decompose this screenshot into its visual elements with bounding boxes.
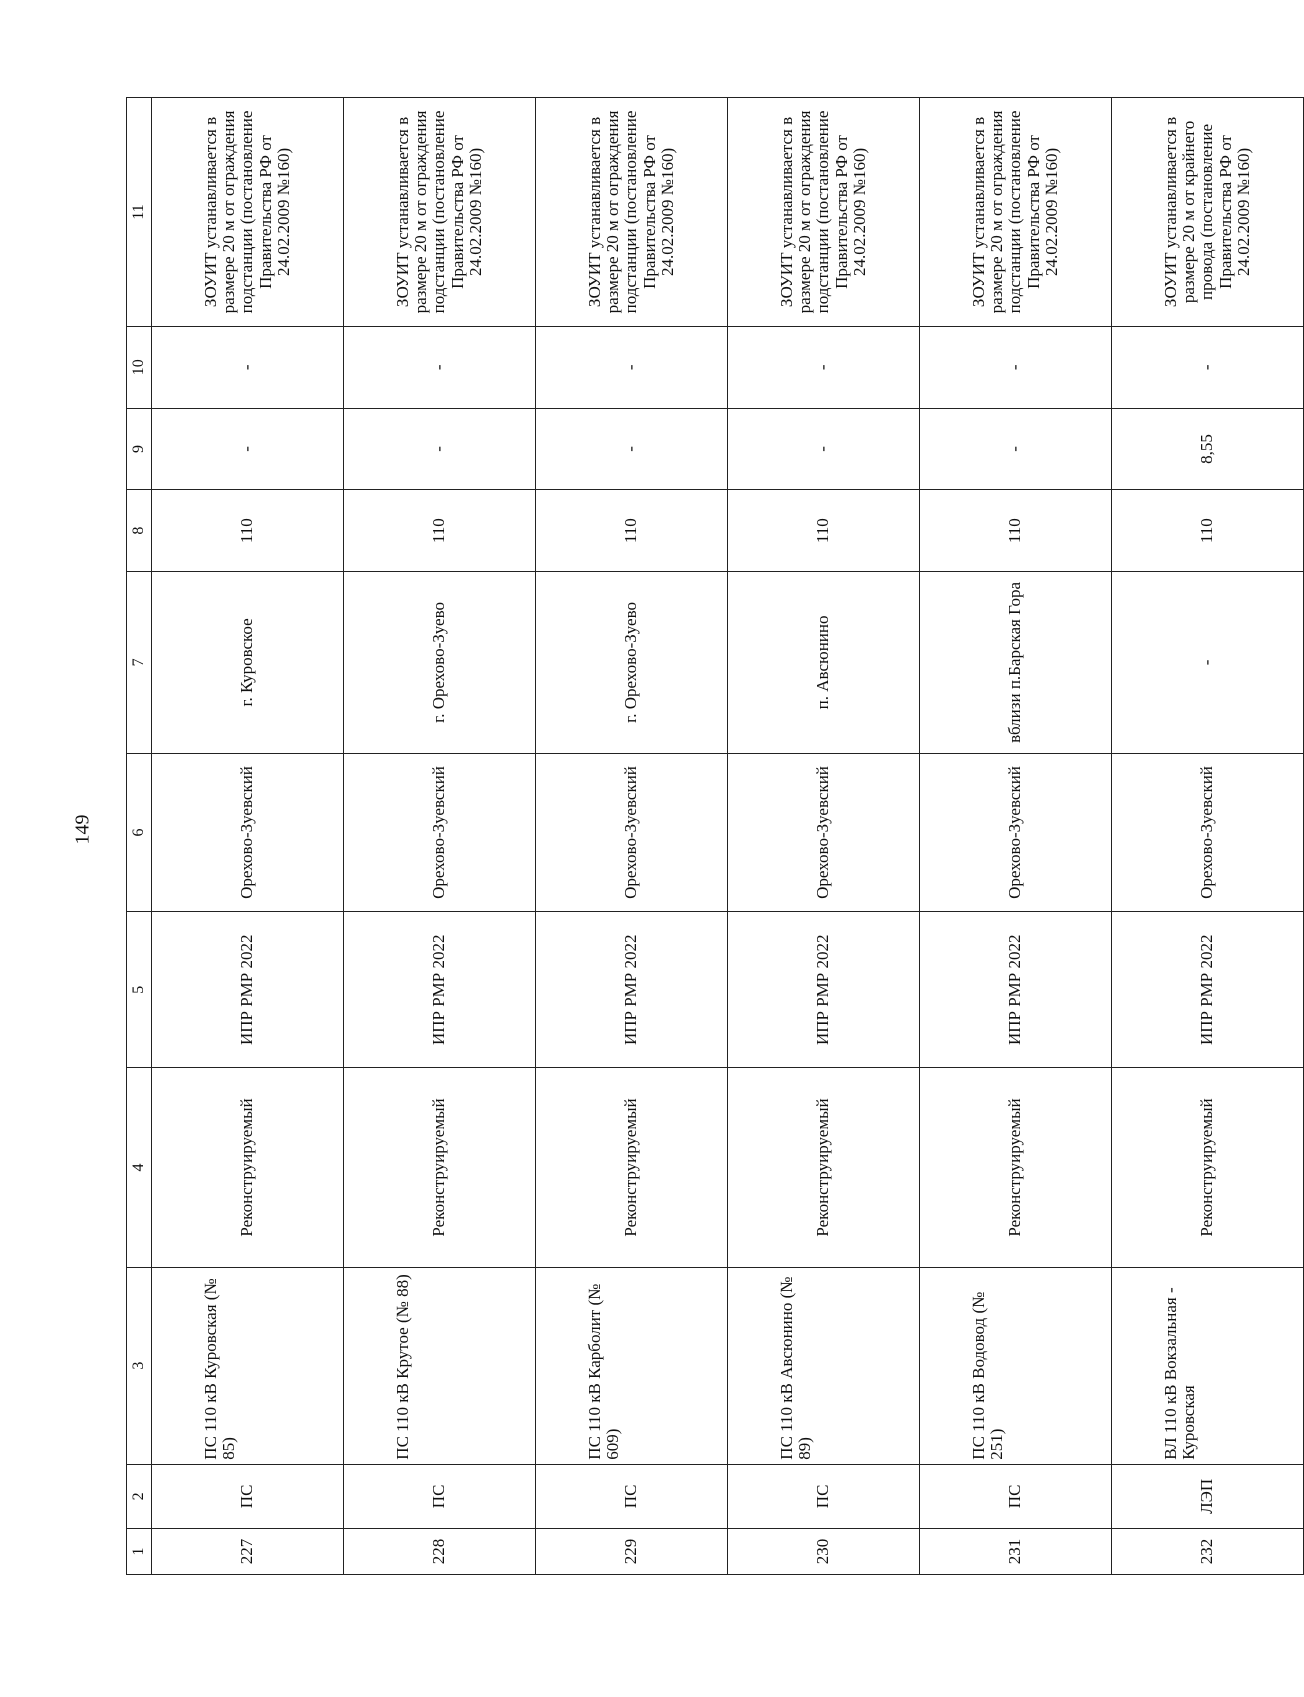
object-district: Орехово-Зуевский xyxy=(152,753,344,911)
object-source: ИПР РМР 2022 xyxy=(344,912,536,1068)
object-location: п. Авсюнино xyxy=(728,572,920,754)
object-col10: - xyxy=(728,326,920,408)
object-note: ЗОУИТ устанавливается в размере 20 м от ограждения подстанции (постановление Правительства РФ от 24.02.2009 №160) xyxy=(152,98,344,327)
infrastructure-table xyxy=(126,97,1304,1575)
object-note: ЗОУИТ устанавливается в размере 20 м от ограждения подстанции (постановление Правительства РФ от 24.02.2009 №160) xyxy=(728,98,920,327)
object-length: - xyxy=(920,408,1112,490)
object-note: ЗОУИТ устанавливается в размере 20 м от крайнего провода (постановление Правительства РФ от 24.02.2009 №160) xyxy=(1112,98,1304,327)
object-type: ПС xyxy=(728,1464,920,1528)
object-name: ПС 110 кВ Авсюнино (№ 89) xyxy=(728,1267,920,1464)
object-type: ПС xyxy=(920,1464,1112,1528)
object-district: Орехово-Зуевский xyxy=(1112,753,1304,911)
object-name: ВЛ 110 кВ Вокзальная - Куровская xyxy=(1112,1267,1304,1464)
object-name: ПС 110 кВ Водовод (№ 251) xyxy=(920,1267,1112,1464)
object-voltage: 110 xyxy=(728,490,920,572)
object-district: Орехово-Зуевский xyxy=(728,753,920,911)
object-district: Орехово-Зуевский xyxy=(920,753,1112,911)
column-header: 4 xyxy=(127,1068,152,1267)
row-number: 230 xyxy=(728,1529,920,1575)
table-row xyxy=(152,98,344,1575)
object-length: 8,55 xyxy=(1112,408,1304,490)
column-header: 8 xyxy=(127,490,152,572)
object-voltage: 110 xyxy=(1112,490,1304,572)
object-type: ЛЭП xyxy=(1112,1464,1304,1528)
column-header: 1 xyxy=(127,1529,152,1575)
row-number: 228 xyxy=(344,1529,536,1575)
object-note: ЗОУИТ устанавливается в размере 20 м от ограждения подстанции (постановление Правительства РФ от 24.02.2009 №160) xyxy=(536,98,728,327)
object-type: ПС xyxy=(152,1464,344,1528)
object-status: Реконструируемый xyxy=(152,1068,344,1267)
object-voltage: 110 xyxy=(536,490,728,572)
object-col10: - xyxy=(536,326,728,408)
object-length: - xyxy=(344,408,536,490)
row-number: 232 xyxy=(1112,1529,1304,1575)
object-status: Реконструируемый xyxy=(728,1068,920,1267)
object-status: Реконструируемый xyxy=(536,1068,728,1267)
column-header: 9 xyxy=(127,408,152,490)
object-col10: - xyxy=(1112,326,1304,408)
table-row xyxy=(536,98,728,1575)
object-source: ИПР РМР 2022 xyxy=(152,912,344,1068)
object-type: ПС xyxy=(536,1464,728,1528)
object-source: ИПР РМР 2022 xyxy=(728,912,920,1068)
column-header: 11 xyxy=(127,98,152,327)
object-length: - xyxy=(536,408,728,490)
object-district: Орехово-Зуевский xyxy=(344,753,536,911)
table-row xyxy=(1112,98,1304,1575)
object-voltage: 110 xyxy=(920,490,1112,572)
column-header: 5 xyxy=(127,912,152,1068)
object-location: - xyxy=(1112,572,1304,754)
object-name: ПС 110 кВ Карболит (№ 609) xyxy=(536,1267,728,1464)
object-name: ПС 110 кВ Крутое (№ 88) xyxy=(344,1267,536,1464)
object-length: - xyxy=(728,408,920,490)
object-location: вблизи п.Барская Гора xyxy=(920,572,1112,754)
object-status: Реконструируемый xyxy=(920,1068,1112,1267)
object-voltage: 110 xyxy=(344,490,536,572)
object-col10: - xyxy=(920,326,1112,408)
row-number: 227 xyxy=(152,1529,344,1575)
object-name: ПС 110 кВ Куровская (№ 85) xyxy=(152,1267,344,1464)
column-header: 6 xyxy=(127,753,152,911)
column-header: 3 xyxy=(127,1267,152,1464)
object-col10: - xyxy=(152,326,344,408)
object-source: ИПР РМР 2022 xyxy=(1112,912,1304,1068)
object-location: г. Орехово-Зуево xyxy=(344,572,536,754)
object-col10: - xyxy=(344,326,536,408)
object-source: ИПР РМР 2022 xyxy=(920,912,1112,1068)
object-note: ЗОУИТ устанавливается в размере 20 м от ограждения подстанции (постановление Правительства РФ от 24.02.2009 №160) xyxy=(344,98,536,327)
object-type: ПС xyxy=(344,1464,536,1528)
column-header: 2 xyxy=(127,1464,152,1528)
table-row xyxy=(920,98,1112,1575)
object-note: ЗОУИТ устанавливается в размере 20 м от ограждения подстанции (постановление Правительства РФ от 24.02.2009 №160) xyxy=(920,98,1112,327)
object-location: г. Куровское xyxy=(152,572,344,754)
row-number: 229 xyxy=(536,1529,728,1575)
table-row xyxy=(344,98,536,1575)
object-status: Реконструируемый xyxy=(344,1068,536,1267)
column-number-row xyxy=(127,98,152,1575)
object-length: - xyxy=(152,408,344,490)
table-row xyxy=(728,98,920,1575)
object-location: г. Орехово-Зуево xyxy=(536,572,728,754)
page-number: 149 xyxy=(71,814,94,845)
object-status: Реконструируемый xyxy=(1112,1068,1304,1267)
object-voltage: 110 xyxy=(152,490,344,572)
object-district: Орехово-Зуевский xyxy=(536,753,728,911)
object-source: ИПР РМР 2022 xyxy=(536,912,728,1068)
row-number: 231 xyxy=(920,1529,1112,1575)
column-header: 7 xyxy=(127,572,152,754)
column-header: 10 xyxy=(127,326,152,408)
